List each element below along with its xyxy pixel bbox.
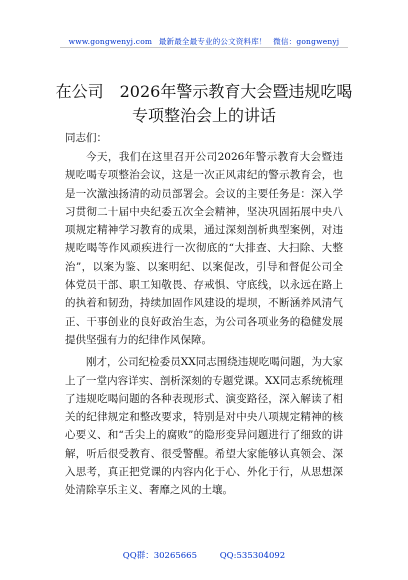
site-url-link[interactable]: www.gongwenyj.com [68, 37, 153, 46]
body-paragraph-1: 今天，我们在这里召开公司2026年警示教育大会暨违规吃喝专项整治会议，这是一次正风肃纪的警示教育会，也是一次激浊扬清的动员部署会。会议的主要任务是：深入学习贯彻二十届中央纪委五次全会精神，坚决巩固拓展中央八项规定精神学习教育的成果，通过深刻剖析典型案例，对违规吃喝等作风顽疾进行一次彻底的“大排查、大扫除、大整治”，以案为鉴、以案明纪、以案促改，引导和督促公司全体党员干部、职工知敬畏、存戒惧、守底线，以永远在路上的执着和韧劲，持续加固作风建设的堤坝，不断涵养风清气正、干事创业的良好政治生态，为公司各项业务的稳健发展提供坚强有力的纪律作风保障。 [65, 151, 343, 346]
salutation: 同志们： [65, 132, 107, 144]
header-divider [60, 47, 348, 48]
body-paragraph-2: 刚才，公司纪检委员XX同志围绕违规吃喝问题，为大家上了一堂内容详实、剖析深刻的专题党课。XX同志系统梳理了违规吃喝问题的各种表现形式、演变路径，深入解读了相关的纪律规定和整改要求，特别是对中央八项规定精神的核心要义、和“舌尖上的腐败”的隐形变异问题进行了细致的讲解，听后很受教育、很受警醒。希望大家能够认真领会、深入思考，真正把党课的内容内化于心、外化于行，从思想深处清除享乐主义、奢靡之风的土壤。 [65, 356, 343, 497]
qq-number: QQ:535304092 [219, 551, 286, 561]
document-body [65, 148, 343, 504]
site-header [0, 36, 408, 47]
document-title: 在公司 2026年警示教育大会暨违规吃喝专项整治会上的讲话 [55, 82, 353, 125]
site-tagline: 最新最全最专业的公文资料库！ [158, 37, 267, 46]
qq-group-number: QQ群：30265665 [122, 551, 197, 561]
site-footer [0, 549, 408, 561]
wechat-id: 微信：gongwenyj [273, 37, 340, 46]
